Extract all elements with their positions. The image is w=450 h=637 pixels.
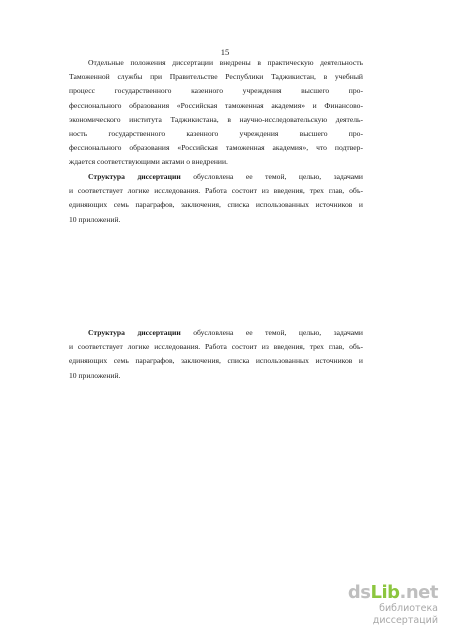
text-line: единяющих семь параграфов, заключения, списка использованных источников и [69,200,363,210]
structure-heading: Структура диссертации [88,172,181,181]
text-line-first [69,170,363,184]
dslib-subtitle: библиотека диссертаций [372,603,438,626]
dslib-watermark [328,583,438,627]
text-fragment: обусловлена ее темой, целью, задачами [180,172,363,181]
text-line-first [69,326,363,340]
paragraph-structure-repeat [69,326,363,383]
paragraph-implementation [69,56,363,170]
text-line: ность государственного казенного учреждения высшего про- [69,129,363,139]
dslib-logo: dsLib.net [347,582,438,603]
structure-heading: Структура диссертации [88,328,181,337]
text-line: фессионального образования «Российская таможенная академия», что подтвер- [69,143,363,153]
text-line: Отдельные положения диссертации внедрены в практическую деятельность [88,58,363,67]
text-line: экономического института Таджикистана, в научно-исследовательскую деятель- [69,114,363,124]
text-fragment: обусловлена ее темой, целью, задачами [180,328,363,337]
paragraph-structure [69,170,363,227]
text-line: 10 приложений. [69,370,121,380]
text-line: и соответствует логике исследования. Работа состоит из введения, трех глав, объ- [69,342,363,352]
text-line: ждается соответствующими актами о внедрении. [69,157,228,167]
text-line: процесс государственного казенного учреждения высшего про- [69,86,363,96]
text-line: 10 приложений. [69,214,121,224]
text-line: и соответствует логике исследования. Работа состоит из введения, трех глав, объ- [69,186,363,196]
text-line: единяющих семь параграфов, заключения, списка использованных источников и [69,356,363,366]
text-line: Таможенной службы при Правительстве Республики Таджикистан, в учебный [69,72,363,82]
text-line: фессионального образования «Российская таможенная академия» и Финансово- [69,100,363,110]
page-number: 15 [220,47,230,57]
